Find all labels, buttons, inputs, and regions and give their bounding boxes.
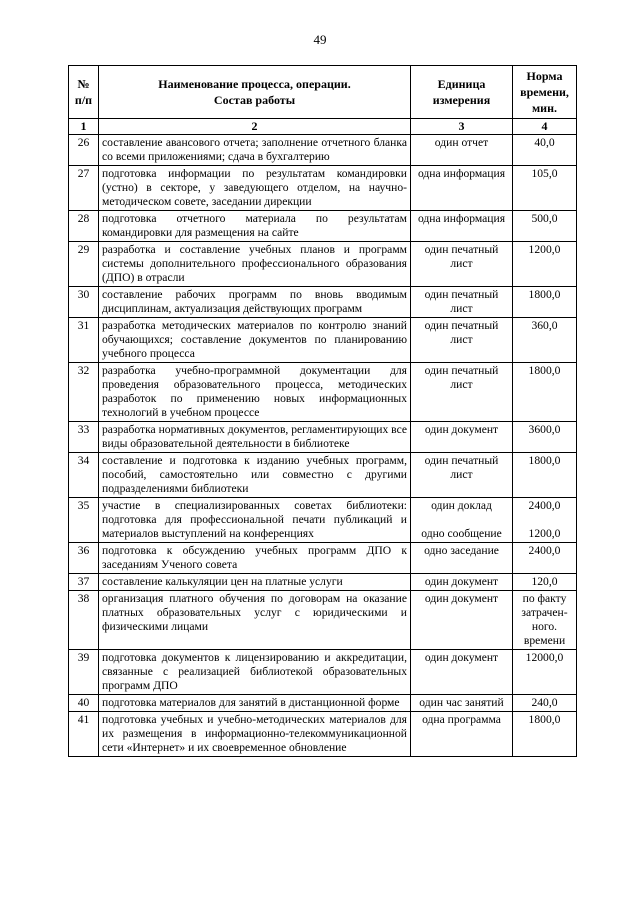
unit-line: одна информация	[417, 212, 506, 225]
norm-line: 40,0	[534, 136, 555, 149]
norm-line: 360,0	[531, 319, 558, 332]
unit-of-measure	[411, 166, 513, 211]
header-norm: Норма времени, мин.	[513, 66, 577, 119]
unit-line: лист	[450, 333, 473, 346]
unit-line: одна информация	[417, 167, 506, 180]
row-number: 36	[69, 543, 99, 574]
page-number: 49	[313, 32, 327, 47]
row-number: 35	[69, 498, 99, 543]
unit-of-measure	[411, 422, 513, 453]
unit-line: лист	[450, 257, 473, 270]
unit-of-measure	[411, 650, 513, 695]
row-number: 28	[69, 211, 99, 242]
process-name: разработка учебно-программной документации для проведения образовательного процесса, методических разработок по применению новых информационных технологий в учебном процессе	[99, 363, 411, 422]
column-number: 2	[99, 119, 411, 135]
process-name: разработка методических материалов по контролю знаний обучающихся; составление документов по планированию учебного процесса	[99, 318, 411, 363]
unit-line: один документ	[424, 423, 499, 436]
row-number: 27	[69, 166, 99, 211]
row-number: 34	[69, 453, 99, 498]
unit-of-measure	[411, 574, 513, 591]
table-row	[69, 363, 577, 422]
unit-line: один печатный	[424, 243, 499, 256]
time-norm	[513, 242, 577, 287]
time-norm	[513, 211, 577, 242]
table-row	[69, 712, 577, 757]
norm-line: по факту	[522, 592, 567, 605]
norm-line	[516, 513, 573, 527]
norm-line: 1800,0	[528, 364, 561, 377]
process-name: подготовка учебных и учебно-методических материалов для их размещения в информационно-телекоммуникационной сети «Интернет» и их своевременное обновление	[99, 712, 411, 757]
time-norm	[513, 695, 577, 712]
table-row	[69, 695, 577, 712]
unit-line: один печатный	[424, 319, 499, 332]
column-number: 1	[69, 119, 99, 135]
norm-line: 1800,0	[528, 288, 561, 301]
norm-line: 12000,0	[525, 651, 564, 664]
unit-of-measure	[411, 591, 513, 650]
time-norm	[513, 135, 577, 166]
process-name: участие в специализированных советах библиотеки: подготовка для профессиональной печати публикаций и материалов выступлений на конференциях	[99, 498, 411, 543]
time-norm	[513, 543, 577, 574]
norm-line: времени	[523, 634, 566, 647]
table-row	[69, 650, 577, 695]
unit-line: один доклад	[431, 499, 492, 512]
table-row	[69, 453, 577, 498]
norm-line: 240,0	[531, 696, 558, 709]
unit-of-measure	[411, 498, 513, 543]
table-row	[69, 166, 577, 211]
norm-line: 1200,0	[528, 527, 561, 540]
unit-of-measure	[411, 211, 513, 242]
unit-line: один печатный	[424, 288, 499, 301]
row-number: 33	[69, 422, 99, 453]
unit-of-measure	[411, 135, 513, 166]
table-row	[69, 574, 577, 591]
time-norm	[513, 287, 577, 318]
table-header-row	[69, 66, 577, 119]
process-name: составление рабочих программ по вновь вводимым дисциплинам, актуализация действующих программ	[99, 287, 411, 318]
process-name: составление и подготовка к изданию учебных программ, пособий, самостоятельно или совместно с другими подразделениями библиотеки	[99, 453, 411, 498]
unit-of-measure	[411, 695, 513, 712]
time-norm	[513, 363, 577, 422]
unit-of-measure	[411, 712, 513, 757]
process-name: подготовка информации по результатам командировки (устно) в секторе, у заведующего отделом, на научно-методическом совете, заседании дирекции	[99, 166, 411, 211]
norm-line: ного.	[531, 620, 558, 633]
process-name: составление авансового отчета; заполнение отчетного бланка со всеми приложениями; сдача в бухгалтерию	[99, 135, 411, 166]
process-name: разработка и составление учебных планов и программ системы дополнительного профессионального образования (ДПО) в отрасли	[99, 242, 411, 287]
row-number: 31	[69, 318, 99, 363]
unit-line: лист	[450, 302, 473, 315]
time-norm	[513, 498, 577, 543]
norms-table	[68, 65, 577, 757]
unit-line	[414, 513, 509, 527]
unit-line: один документ	[424, 592, 499, 605]
time-norm	[513, 453, 577, 498]
norm-line: 1800,0	[528, 713, 561, 726]
unit-of-measure	[411, 318, 513, 363]
column-number: 3	[411, 119, 513, 135]
process-name: организация платного обучения по договорам на оказание платных образовательных услуг с юридическими и физическими лицами	[99, 591, 411, 650]
unit-line: одно заседание	[424, 544, 499, 557]
table-row	[69, 498, 577, 543]
table-row	[69, 591, 577, 650]
row-number: 38	[69, 591, 99, 650]
table-row	[69, 318, 577, 363]
norm-line: 500,0	[531, 212, 558, 225]
unit-line: один печатный	[424, 364, 499, 377]
unit-of-measure	[411, 242, 513, 287]
table-row	[69, 135, 577, 166]
table-row	[69, 422, 577, 453]
norm-line: 105,0	[531, 167, 558, 180]
unit-of-measure	[411, 287, 513, 318]
table-row	[69, 543, 577, 574]
time-norm	[513, 650, 577, 695]
process-name: подготовка материалов для занятий в дистанционной форме	[99, 695, 411, 712]
time-norm	[513, 422, 577, 453]
norm-line: затрачен-	[521, 606, 568, 619]
unit-of-measure	[411, 363, 513, 422]
unit-line: один документ	[424, 651, 499, 664]
unit-line: один печатный	[424, 454, 499, 467]
time-norm	[513, 318, 577, 363]
process-name: составление калькуляции цен на платные услуги	[99, 574, 411, 591]
unit-line: лист	[450, 378, 473, 391]
row-number: 29	[69, 242, 99, 287]
time-norm	[513, 166, 577, 211]
unit-line: одна программа	[422, 713, 501, 726]
column-number-row	[69, 119, 577, 135]
unit-line: лист	[450, 468, 473, 481]
header-name: Наименование процесса, операции. Состав работы	[99, 66, 411, 119]
row-number: 37	[69, 574, 99, 591]
row-number: 32	[69, 363, 99, 422]
table-row	[69, 287, 577, 318]
process-name: подготовка документов к лицензированию и аккредитации, связанные с реализацией библиотекой образовательных программ ДПО	[99, 650, 411, 695]
time-norm	[513, 574, 577, 591]
norm-line: 1200,0	[528, 243, 561, 256]
table-body	[69, 135, 577, 757]
row-number: 30	[69, 287, 99, 318]
table-row	[69, 242, 577, 287]
norm-line: 120,0	[531, 575, 558, 588]
unit-line: один документ	[424, 575, 499, 588]
row-number: 41	[69, 712, 99, 757]
process-name: подготовка отчетного материала по результатам командировки для размещения на сайте	[99, 211, 411, 242]
table-row	[69, 211, 577, 242]
unit-of-measure	[411, 543, 513, 574]
unit-of-measure	[411, 453, 513, 498]
row-number: 39	[69, 650, 99, 695]
time-norm	[513, 591, 577, 650]
unit-line: одно сообщение	[421, 527, 502, 540]
row-number: 40	[69, 695, 99, 712]
process-name: разработка нормативных документов, регламентирующих все виды образовательной деятельности в библиотеке	[99, 422, 411, 453]
row-number: 26	[69, 135, 99, 166]
unit-line: один отчет	[434, 136, 489, 149]
norm-line: 1800,0	[528, 454, 561, 467]
process-name: подготовка к обсуждению учебных программ ДПО к заседаниям Ученого совета	[99, 543, 411, 574]
column-number: 4	[513, 119, 577, 135]
unit-line: один час занятий	[419, 696, 504, 709]
header-num: № п/п	[69, 66, 99, 119]
header-unit: Единица измерения	[411, 66, 513, 119]
norm-line: 2400,0	[528, 544, 561, 557]
time-norm	[513, 712, 577, 757]
norm-line: 2400,0	[528, 499, 561, 512]
norm-line: 3600,0	[528, 423, 561, 436]
